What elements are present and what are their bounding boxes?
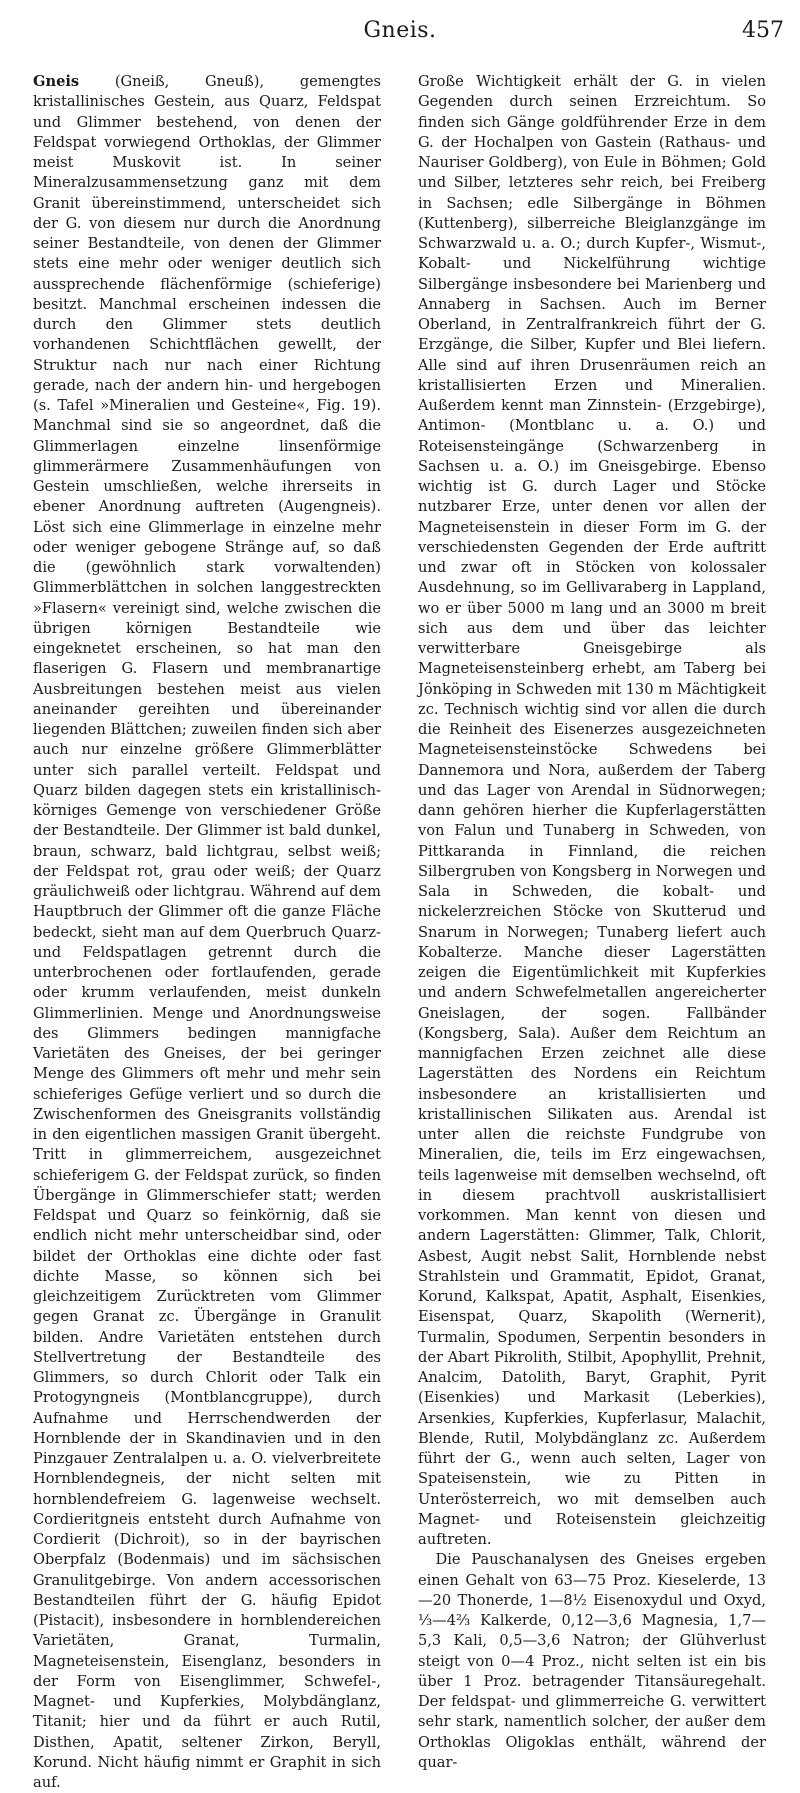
article-text: (Gneiß, Gneuß), gemengtes kristallinisches Gestein, aus Quarz, Feldspat und Glimmer bestehend, von denen der Feldspat vorwiegend Orthoklas, der Glimmer meist Muskovit ist. In seiner Mineralzusammensetzung ganz mit dem Granit übereinstimmend, unterscheidet sich der G. von diesem nur durch die Anordnung seiner Bestandteile, von denen der Glimmer stets eine mehr oder weniger deutlich sich aussprechende flächenförmige (schieferige) besitzt. Manchmal erscheinen indessen die durch den Glimmer stets deutlich vorhandenen Schichtflächen gewellt, der Struktur nach nur nach einer Richtung gerade, nach der andern hin- und hergebogen (s. Tafel »Mineralien und Gesteine«, Fig. 19). Manchmal sind sie so angeordnet, daß die Glimmerlagen einzelne linsenförmige glimmerärmere Zusammenhäufungen von Gestein umschließen, welche ihrerseits in ebener Anordnung auftreten (Augengneis). Löst sich eine Glimmerlage in einzelne mehr oder weniger gebogene Stränge auf, so daß die (gewöhnlich stark vorwaltenden) Glimmerblättchen in solchen langgestreckten »Flasern« vereinigt sind, welche zwischen die übrigen körnigen Bestandteile wie eingeknetet erscheinen, so hat man den flaserigen G. Flasern und membranartige Ausbreitungen bestehen meist aus vielen aneinander gereihten und übereinander liegenden Blättchen; zuweilen finden sich aber auch nur einzelne größere Glimmerblätter unter sich parallel verteilt. Feldspat und Quarz bilden dagegen stets ein kristallinisch-körniges Gemenge von verschiedener Größe der Bestandteile. Der Glimmer ist bald dunkel, braun, schwarz, bald lichtgrau, selbst weiß; der Feldspat rot, grau oder weiß; der Quarz gräulichweiß oder lichtgrau. Während auf dem Hauptbruch der Glimmer oft die ganze Fläche bedeckt, sieht man auf dem Querbruch Quarz- und Feldspatlagen getrennt durch die unterbrochenen oder fortlaufenden, gerade oder krumm verlaufenden, meist dunkeln Glimmerlinien. Menge und Anordnungsweise des Glimmers bedingen mannigfache Varietäten des Gneises, der bei geringer Menge des Glimmers oft mehr und mehr sein schieferiges Gefüge verliert und so durch die Zwischenformen des Gneisgranits vollständig in den eigentlichen massigen Granit übergeht. Tritt in glimmerreichem, ausgezeichnet schieferigem G. der Feldspat zurück, so finden Übergänge in Glimmerschiefer statt; werden Feldspat und Quarz so feinkörnig, daß sie endlich nicht mehr unterscheidbar sind, oder bildet der Orthoklas eine dichte oder fast dichte Masse, so können sich bei gleichzeitigem Zurücktreten vom Glimmer gegen Granat zc. Übergänge in Granulit bilden. Andre Varietäten entstehen durch Stellvertretung der Bestandteile des Glimmers, so durch Chlorit oder Talk ein Protogyngneis (Montblancgruppe), durch Aufnahme und Herrschendwerden der Hornblende der in Skandinavien und in den Pinzgauer Zentralalpen u. a. O. vielverbreitete Hornblendegneis, der nicht selten mit hornblendefreiem G. lagenweise wechselt. Cordieritgneis entsteht durch Aufnahme von Cordierit (Dichroit), so in der bayrischen Oberpfalz (Bodenmais) und im sächsischen Granulitgebirge. Von andern accessorischen Bestandteilen führt der G. häufig Epidot (Pistacit), insbesondere in hornblendereichen Varietäten, Granat, Turmalin, Magneteisenstein, Eisenglanz, besonders in der Form von Eisenglimmer, Schwefel-, Magnet- und Kupferkies, Molybdänglanz, Titanit; hier und da führt er auch Rutil, Disthen, Apatit, seltener Zirkon, Beryll, Korund. Nicht häufig nimmt er Graphit in sich auf.	[33, 73, 381, 1791]
article-paragraph: Große Wichtigkeit erhält der G. in vielen Gegenden durch seinen Erzreichtum. So finden sich Gänge goldführender Erze in dem G. der Hochalpen von Gastein (Rathaus- und Nauriser Goldberg), von Eule in Böhmen; Gold und Silber, letzteres sehr reich, bei Freiberg in Sachsen; edle Silbergänge in Böhmen (Kuttenberg), silberreiche Bleiglanzgänge im Schwarzwald u. a. O.; durch Kupfer-, Wismut-, Kobalt- und Nickelführung wichtige Silbergänge insbesondere bei Marienberg und Annaberg in Sachsen. Auch im Berner Oberland, in Zentralfrankreich führt der G. Erzgänge, die Silber, Kupfer und Blei liefern. Alle sind auf ihren Drusenräumen reich an kristallisierten Erzen und Mineralien. Außerdem kennt man Zinnstein- (Erzgebirge), Antimon- (Montblanc u. a. O.) und Roteisensteingänge (Schwarzenberg in Sachsen u. a. O.) im Gneisgebirge. Ebenso wichtig ist G. durch Lager und Stöcke nutzbarer Erze, unter denen vor allen der Magneteisenstein in dieser Form im G. der verschiedensten Gegenden der Erde auftritt und zwar oft in Stöcken von kolossaler Ausdehnung, so im Gellivaraberg in Lappland, wo er über 5000 m lang und an 3000 m breit sich aus dem und über das leichter verwitterbare Gneisgebirge als Magneteisensteinberg erhebt, am Taberg bei Jönköping in Schweden mit 130 m Mächtigkeit zc. Technisch wichtig sind vor allen die durch die Reinheit des Eisenerzes ausgezeichneten Magneteisensteinstöcke Schwedens bei Dannemora und Nora, außerdem der Taberg und das Lager von Arendal in Südnorwegen; dann gehören hierher die Kupferlagerstätten von Falun und Tunaberg in Schweden, von Pittkaranda in Finnland, die reichen Silbergruben von Kongsberg in Norwegen und Sala in Schweden, die kobalt- und nickelerzreichen Stöcke von Skutterud und Snarum in Norwegen; Tunaberg liefert auch Kobalterze. Manche dieser Lagerstätten zeigen die Eigentümlichkeit mit Kupferkies und andern Schwefelmetallen angereicherter Gneislagen, der sogen. Fallbänder (Kongsberg, Sala). Außer dem Reichtum an mannigfachen Erzen zeichnet alle diese Lagerstätten des Nordens ein Reichtum insbesondere an kristallisierten und kristallinischen Silikaten aus. Arendal ist unter allen die reichste Fundgrube von Mineralien, die, teils im Erz eingewachsen, teils lagenweise mit demselben wechselnd, oft in diesem prachtvoll auskristallisiert vorkommen. Man kennt von diesen und andern Lagerstätten: Glimmer, Talk, Chlorit, Asbest, Augit nebst Salit, Hornblende nebst Strahlstein und Grammatit, Epidot, Granat, Korund, Kalkspat, Apatit, Asphalt, Eisenkies, Eisenspat, Quarz, Skapolith (Wernerit), Turmalin, Spodumen, Serpentin besonders in der Abart Pikrolith, Stilbit, Apophyllit, Prehnit, Analcim, Datolith, Baryt, Graphit, Pyrit (Eisenkies) und Markasit (Leberkies), Arsenkies, Kupferkies, Kupferlasur, Malachit, Blende, Rutil, Molybdänglanz zc. Außerdem führt der G., wenn auch selten, Lager von Spateisenstein, wie zu Pitten in Unterösterreich, wo mit demselben auch Magnet- und Roteisenstein gleichzeitig auftreten.	[418, 73, 766, 1548]
running-head: Gneis.	[363, 18, 437, 43]
headword: Gneis	[33, 73, 80, 90]
article-paragraph	[33, 72, 381, 1793]
page-number: 457	[742, 18, 784, 43]
page-header	[0, 8, 800, 48]
article-paragraph: Die Pauschanalysen des Gneises ergeben einen Gehalt von 63—75 Proz. Kieselerde, 13—20 Thonerde, 1—8½ Eisenoxydul und Oxyd, ⅓—4⅔ Kalkerde, 0,12—3,6 Magnesia, 1,7—5,3 Kali, 0,5—3,6 Natron; der Glühverlust steigt von 0—4 Proz., nicht selten ist ein bis über 1 Proz. betragender Titansäuregehalt. Der feldspat- und glimmerreiche G. verwittert sehr stark, namentlich solcher, der außer dem Orthoklas Oligoklas enthält, während der quar-	[418, 1551, 766, 1771]
right-column	[418, 72, 766, 1773]
left-column	[33, 72, 381, 1793]
